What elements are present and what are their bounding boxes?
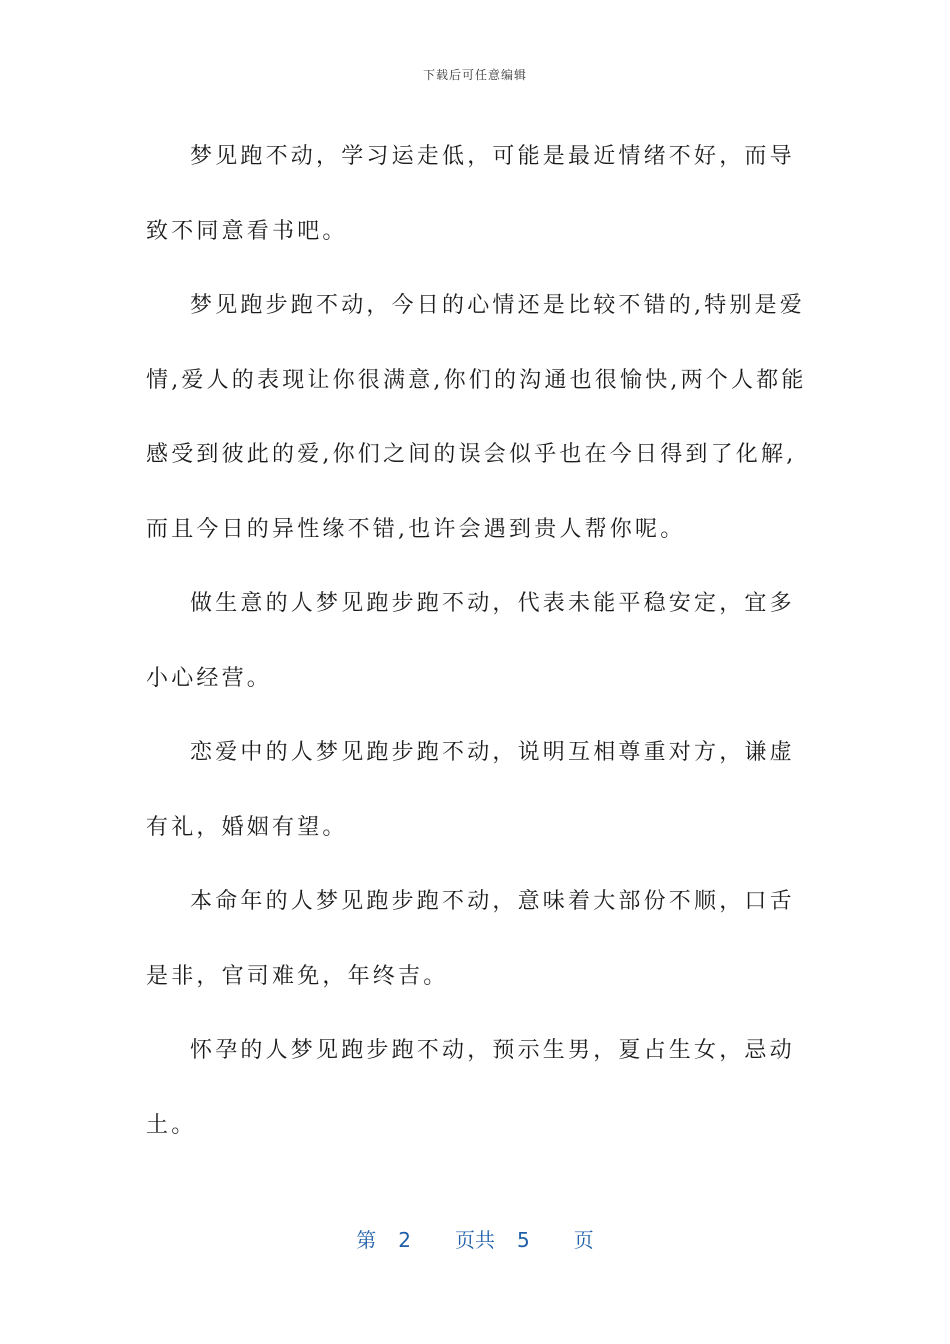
footer-suffix: 页: [573, 1228, 594, 1252]
document-body: [146, 120, 816, 1163]
paragraph: 梦见跑不动，学习运走低，可能是最近情绪不好，而导致不同意看书吧。: [146, 144, 795, 244]
paragraph: 梦见跑步跑不动，今日的心情还是比较不错的,特别是爱情,爱人的表现让你很满意,你们的沟通也很愉快,两个人都能感受到彼此的爱,你们之间的误会似乎也在今日得到了化解,而且今日的异性缘不错,也许会遇到贵人帮你呢。: [146, 293, 807, 542]
total-pages-number: 5: [517, 1228, 530, 1252]
paragraph: 做生意的人梦见跑步跑不动，代表未能平稳安定，宜多小心经营。: [146, 591, 795, 691]
header-note: 下载后可任意编辑: [422, 68, 527, 82]
paragraph: 怀孕的人梦见跑步跑不动，预示生男，夏占生女，忌动土。: [146, 1038, 795, 1138]
footer-middle: 页共: [455, 1228, 495, 1252]
paragraph: 本命年的人梦见跑步跑不动，意味着大部份不顺，口舌是非，官司难免，年终吉。: [146, 889, 795, 989]
page-number-footer: [0, 1224, 950, 1253]
paragraph: 恋爱中的人梦见跑步跑不动，说明互相尊重对方，谦虚有礼，婚姻有望。: [146, 740, 795, 840]
current-page-number: 2: [398, 1228, 411, 1252]
footer-prefix: 第: [356, 1228, 377, 1252]
